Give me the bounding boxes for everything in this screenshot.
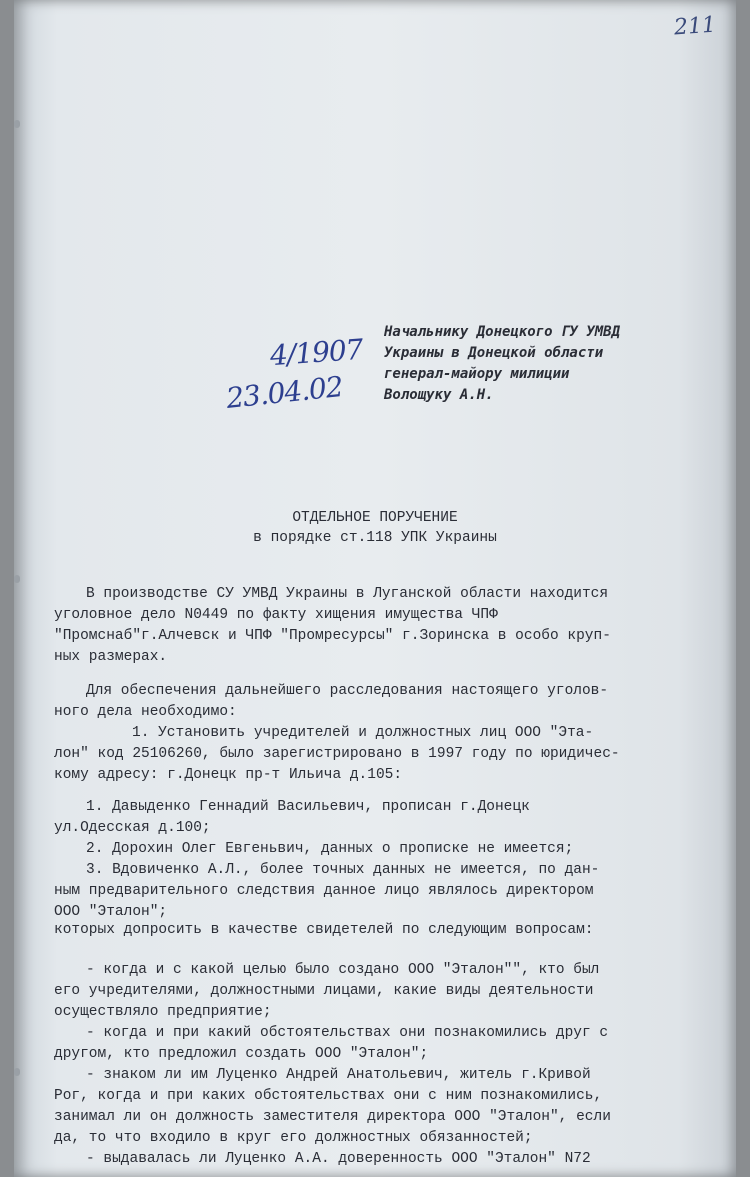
list-item: 1. Давыденко Геннадий Васильевич, прописан г.Донецк: [86, 799, 530, 815]
addressee-block: [384, 322, 714, 406]
page-number: 211: [673, 12, 717, 41]
list-item: ным предварительного следствия данное лицо являлось директором: [54, 883, 594, 899]
list-item: ул.Одесская д.100;: [54, 820, 211, 836]
list-item: - когда и при какий обстоятельствах они познакомились друг с: [86, 1025, 609, 1041]
text-line: ного дела необходимо:: [54, 704, 237, 720]
registration-number: 4/1907: [268, 332, 364, 373]
list-item: 2. Дорохин Олег Евгеньвич, данных о прописке не имеется;: [86, 841, 574, 857]
list-item: осуществляло предприятие;: [54, 1004, 272, 1020]
text-line: В производстве СУ УМВД Украины в Луганской области находится: [86, 586, 609, 602]
paragraph-tasks: [54, 681, 726, 786]
list-item: - когда и с какой целью было создано ООО "Эталон"", кто был: [86, 962, 600, 978]
list-item: - знаком ли им Луценко Андрей Анатольевич, житель г.Кривой: [86, 1067, 591, 1083]
list-item: занимал ли он должность заместителя директора ООО "Эталон", если: [54, 1109, 611, 1125]
binding-hole: [14, 120, 20, 128]
addressee-line: Начальнику Донецкого ГУ УМВД: [384, 324, 621, 340]
binding-hole: [14, 1068, 20, 1076]
list-item: ООО "Эталон";: [54, 904, 168, 920]
binding-hole: [14, 575, 20, 583]
addressee-line: Волощуку А.Н.: [384, 387, 494, 403]
document-page: [14, 0, 736, 1177]
list-item: - выдавалась ли Луценко А.А. доверенность ООО "Эталон" N72: [86, 1151, 591, 1167]
list-item: Рог, когда и при каких обстоятельствах они с ним познакомились,: [54, 1088, 603, 1104]
list-item: его учредителями, должностными лицами, какие виды деятельности: [54, 983, 594, 999]
text-line: 1. Установить учредителей и должностных лиц ООО "Эта-: [132, 725, 594, 741]
text-line: уголовное дело N0449 по факту хищения имущества ЧПФ: [54, 607, 498, 623]
text-line: которых допросить в качестве свидетелей по следующим вопросам:: [54, 922, 594, 938]
text-line: "Промснаб"г.Алчевск и ЧПФ "Промресурсы" г.Зоринска в особо круп-: [54, 628, 611, 644]
addressee-line: генерал-майору милиции: [384, 366, 570, 382]
addressee-line: Украины в Донецкой области: [384, 345, 604, 361]
text-line: Для обеспечения дальнейшего расследования настоящего уголов-: [86, 683, 609, 699]
persons-list: [54, 797, 726, 923]
document-subtitle: в порядке ст.118 УПК Украины: [253, 530, 497, 546]
document-title: ОТДЕЛЬНОЕ ПОРУЧЕНИЕ: [292, 510, 458, 526]
text-line: кому адресу: г.Донецк пр-т Ильича д.105:: [54, 767, 403, 783]
list-item: другом, кто предложил создать ООО "Эталон";: [54, 1046, 429, 1062]
registration-handwriting: [224, 332, 366, 426]
text-line: лон" код 25106260, было зарегистрировано в 1997 году по юридичес-: [54, 746, 620, 762]
list-item: 3. Вдовиченко А.Л., более точных данных не имеется, по дан-: [86, 862, 600, 878]
document-heading: [14, 508, 736, 548]
interrogate-line: [54, 920, 726, 941]
list-item: да, то что входило в круг его должностных обязанностей;: [54, 1130, 533, 1146]
text-line: ных размерах.: [54, 649, 168, 665]
paragraph-case: [54, 584, 726, 668]
registration-date: 23.04.02: [224, 369, 345, 416]
questions-list: [54, 960, 726, 1170]
